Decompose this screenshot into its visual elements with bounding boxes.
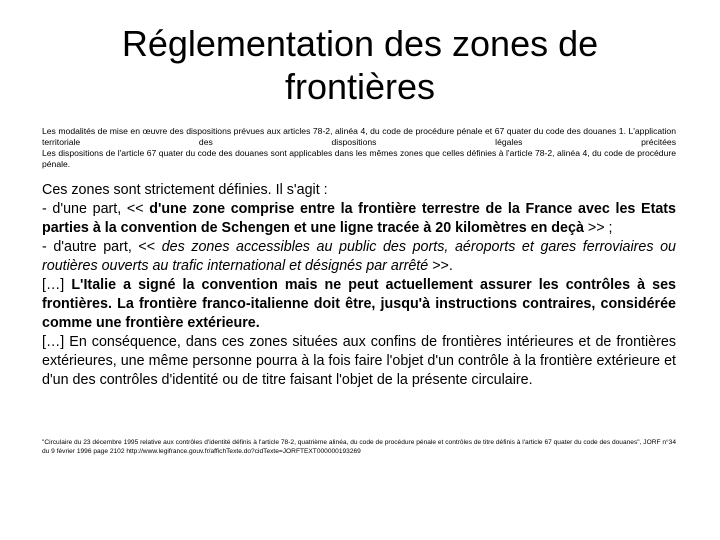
body-paragraph-3-lead: - d'autre part, << bbox=[42, 239, 162, 255]
body-paragraph-4-lead: […] bbox=[42, 277, 72, 293]
body-paragraph-2-lead: - d'une part, << bbox=[42, 201, 150, 217]
body-paragraph-3-tail: >>. bbox=[428, 258, 453, 274]
body-paragraph-2-tail: >> ; bbox=[583, 220, 613, 236]
body-text bbox=[42, 181, 676, 390]
body-paragraph-4 bbox=[42, 276, 676, 333]
body-paragraph-4-emphasis: L'Italie a signé la convention mais ne peut actuellement assurer les contrôles à ses frontières. La frontière franco-italienne doit être, jusqu'à instructions contraires, considérée comme une frontière extérieure. bbox=[42, 277, 676, 331]
intro-paragraph-1: Les modalités de mise en œuvre des dispositions prévues aux articles 78-2, alinéa 4, du code de procédure pénale et 67 quater du code des douanes 1. L'application territoriale des dispositions légales précitées bbox=[42, 126, 676, 147]
body-paragraph-2-quote: d'une zone comprise entre la frontière terrestre de la France avec les Etats parties à la convention de Schengen et une ligne tracée à 20 kilomètres en deçà bbox=[42, 201, 676, 236]
slide-title: Réglementation des zones de frontières bbox=[121, 23, 599, 107]
body-paragraph-5: […] En conséquence, dans ces zones situées aux confins de frontières intérieures et de frontières extérieures, une même personne pourra à la fois faire l'objet d'un contrôle à la frontière extérieure et d'un des contrôles d'identité ou de titre faisant l'objet de la présente circulaire. bbox=[42, 334, 676, 388]
body-paragraph-3 bbox=[42, 238, 676, 276]
body-paragraph-2 bbox=[42, 200, 676, 238]
body-paragraph-3-quote: des zones accessibles au public des ports, aéroports et gares ferroviaires ou routières ouverts au trafic international et désignés par arrêté bbox=[42, 239, 676, 274]
intro-paragraph-2: Les dispositions de l'article 67 quater du code des douanes sont applicables dans les mêmes zones que celles définies à l'article 78-2, alinéa 4, du code de procédure pénale. bbox=[42, 148, 676, 169]
intro-text bbox=[42, 126, 676, 170]
body-paragraph-1: Ces zones sont strictement définies. Il s'agit : bbox=[42, 182, 328, 198]
footnote: "Circulaire du 23 décembre 1995 relative aux contrôles d'identité définis à l'article 78-2, quatrième alinéa, du code de procédure pénale et contrôles de titre définis à l'article 67 quater du code des douanes", JORF n°34 du 9 février 1996 page 2102 http://www.legifrance.gouv.fr/affichTexte.do?cidTexte=JORFTEXT000000193269 bbox=[42, 439, 676, 455]
